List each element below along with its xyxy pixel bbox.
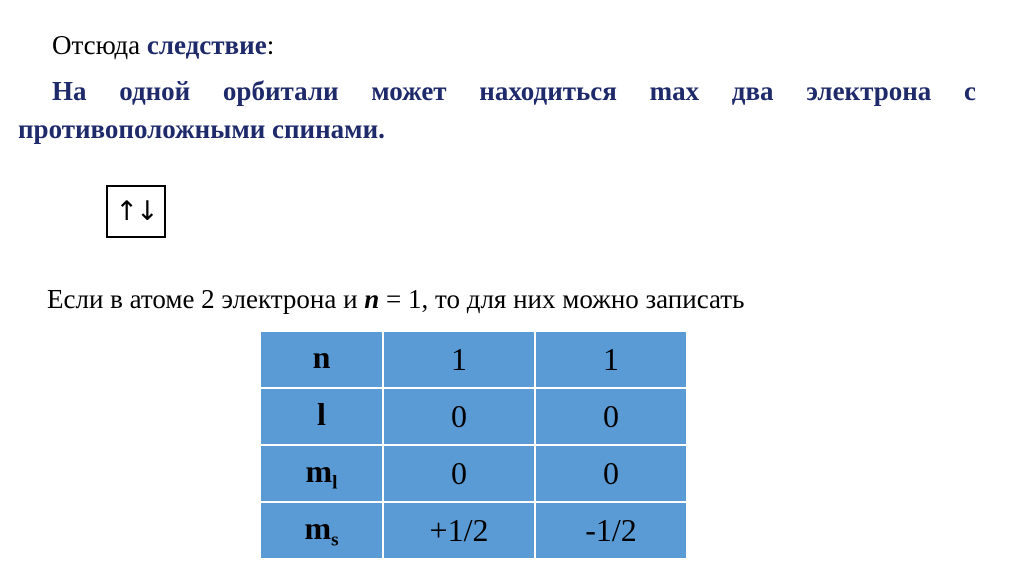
row-subscript: s xyxy=(331,529,339,551)
statement-word: электрона xyxy=(806,76,932,106)
condition-variable: n xyxy=(364,284,380,314)
statement-word: орбитали xyxy=(222,76,339,106)
value-cell: +1/2 xyxy=(384,503,534,558)
row-name-cell xyxy=(261,389,382,444)
statement-word: может xyxy=(371,76,447,106)
table-row xyxy=(261,503,686,558)
condition-before: Если в атоме 2 электрона и xyxy=(47,284,365,314)
statement-word: На xyxy=(52,76,87,106)
intro-line xyxy=(52,30,274,61)
statement-line-1 xyxy=(18,72,976,110)
row-symbol: m xyxy=(305,452,333,489)
row-symbol: m xyxy=(304,509,332,546)
row-symbol: l xyxy=(317,395,326,432)
statement-word: одной xyxy=(119,76,191,106)
intro-suffix: : xyxy=(266,30,275,60)
statement-line-2: противоположными спинами. xyxy=(18,114,385,144)
value-cell: 0 xyxy=(536,389,686,444)
row-name-cell xyxy=(261,332,382,387)
table-row xyxy=(261,389,686,444)
quantum-numbers-table xyxy=(259,330,688,560)
value-cell: 0 xyxy=(384,389,534,444)
row-symbol: n xyxy=(312,338,331,375)
row-name-cell xyxy=(261,446,382,501)
value-cell: 1 xyxy=(384,332,534,387)
intro-prefix: Отсюда xyxy=(52,30,147,60)
row-name-cell xyxy=(261,503,382,558)
row-subscript: l xyxy=(332,472,338,494)
intro-emphasis: следствие xyxy=(146,30,267,60)
orbital-cell xyxy=(106,185,166,238)
value-cell: 1 xyxy=(536,332,686,387)
condition-after: = 1, то для них можно записать xyxy=(379,284,745,314)
statement-word: с xyxy=(964,76,976,106)
value-cell: -1/2 xyxy=(536,503,686,558)
condition-line xyxy=(47,284,744,315)
spin-arrows-icon: ↑↓ xyxy=(115,196,157,227)
value-cell: 0 xyxy=(384,446,534,501)
statement-word: два xyxy=(731,76,774,106)
table-row xyxy=(261,332,686,387)
statement-word: находиться xyxy=(479,76,617,106)
statement-word: max xyxy=(649,76,700,106)
table-row xyxy=(261,446,686,501)
value-cell: 0 xyxy=(536,446,686,501)
pauli-statement xyxy=(18,72,976,148)
